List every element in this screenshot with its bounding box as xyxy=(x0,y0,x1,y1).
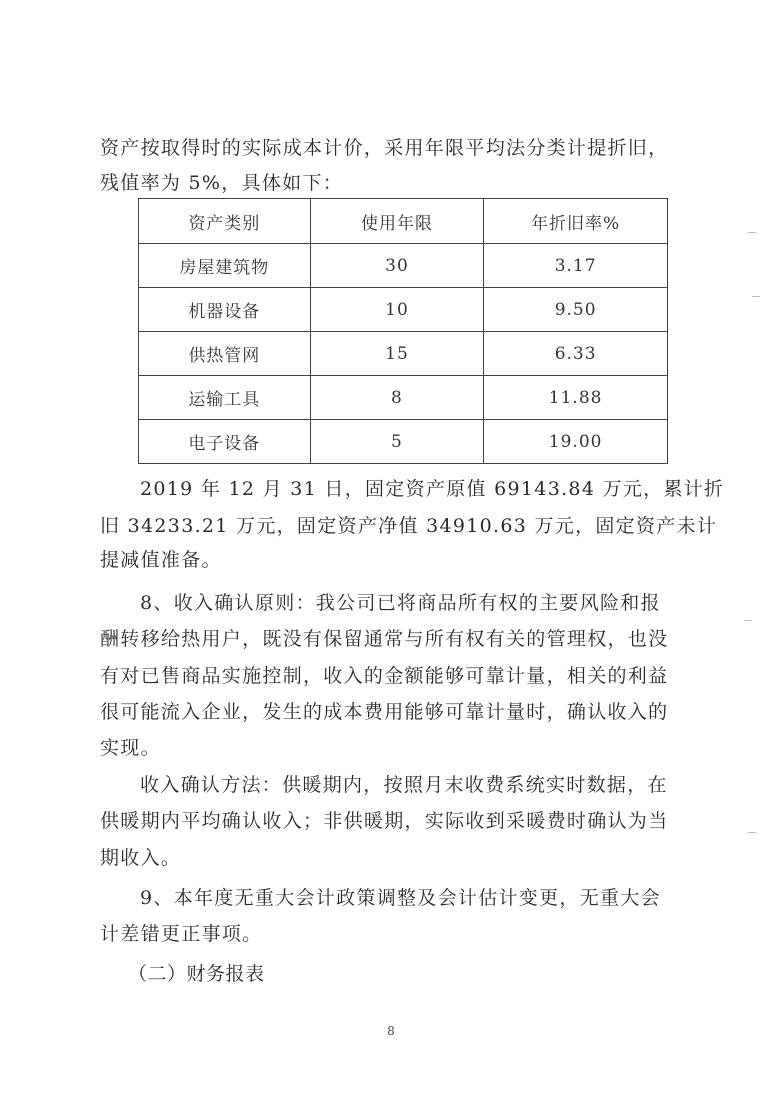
text-line: 旧 34233.21 万元，固定资产净值 34910.63 万元，固定资产未计 xyxy=(100,515,718,537)
table-row xyxy=(139,288,668,332)
depreciation-rate-cell: 11.88 xyxy=(484,376,668,420)
text-line: 8、收入确认原则：我公司已将商品所有权的主要风险和报 xyxy=(140,592,661,614)
useful-life-cell: 30 xyxy=(310,244,484,288)
text-line: 9、本年度无重大会计政策调整及会计估计变更，无重大会 xyxy=(140,887,661,909)
asset-category-cell: 供热管网 xyxy=(139,332,311,376)
text-line: 很可能流入企业，发生的成本费用能够可靠计量时，确认收入的 xyxy=(100,701,669,723)
asset-category-cell: 电子设备 xyxy=(139,420,311,464)
text-line: 酬转移给热用户，既没有保留通常与所有权有关的管理权，也没 xyxy=(100,628,669,650)
text-line: 提减值准备。 xyxy=(100,549,222,571)
text-line: 残值率为 5%，具体如下： xyxy=(100,172,344,194)
depreciation-rate-cell: 3.17 xyxy=(484,244,668,288)
scan-mark xyxy=(752,296,760,297)
text-line: 2019 年 12 月 31 日，固定资产原值 69143.84 万元，累计折 xyxy=(140,478,725,500)
scan-mark xyxy=(744,620,752,621)
useful-life-cell: 8 xyxy=(310,376,484,420)
table-row xyxy=(139,244,668,288)
asset-category-cell: 机器设备 xyxy=(139,288,311,332)
text-line: 资产按取得时的实际成本计价，采用年限平均法分类计提折旧， xyxy=(100,137,669,159)
column-header-useful-life: 使用年限 xyxy=(310,199,484,244)
section-heading: （二）财务报表 xyxy=(128,963,265,985)
scan-mark xyxy=(748,232,756,233)
table-header-row xyxy=(139,199,668,244)
asset-category-cell: 房屋建筑物 xyxy=(139,244,311,288)
text-line: 供暖期内平均确认收入；非供暖期，实际收到采暖费时确认为当 xyxy=(100,810,669,832)
depreciation-table xyxy=(138,198,668,464)
table-row xyxy=(139,332,668,376)
asset-category-cell: 运输工具 xyxy=(139,376,311,420)
text-line: 计差错更正事项。 xyxy=(100,923,263,945)
table-row xyxy=(139,420,668,464)
text-line: 期收入。 xyxy=(100,847,182,869)
useful-life-cell: 15 xyxy=(310,332,484,376)
page-number: 8 xyxy=(387,1024,395,1038)
text-line: 实现。 xyxy=(100,737,161,759)
text-line: 收入确认方法：供暖期内，按照月末收费系统实时数据，在 xyxy=(140,774,668,796)
useful-life-cell: 10 xyxy=(310,288,484,332)
scan-mark xyxy=(748,832,756,833)
depreciation-rate-cell: 9.50 xyxy=(484,288,668,332)
useful-life-cell: 5 xyxy=(310,420,484,464)
depreciation-rate-cell: 6.33 xyxy=(484,332,668,376)
depreciation-rate-cell: 19.00 xyxy=(484,420,668,464)
column-header-depreciation-rate: 年折旧率% xyxy=(484,199,668,244)
column-header-asset-category: 资产类别 xyxy=(139,199,311,244)
text-line: 有对已售商品实施控制，收入的金额能够可靠计量，相关的利益 xyxy=(100,665,669,687)
table-row xyxy=(139,376,668,420)
